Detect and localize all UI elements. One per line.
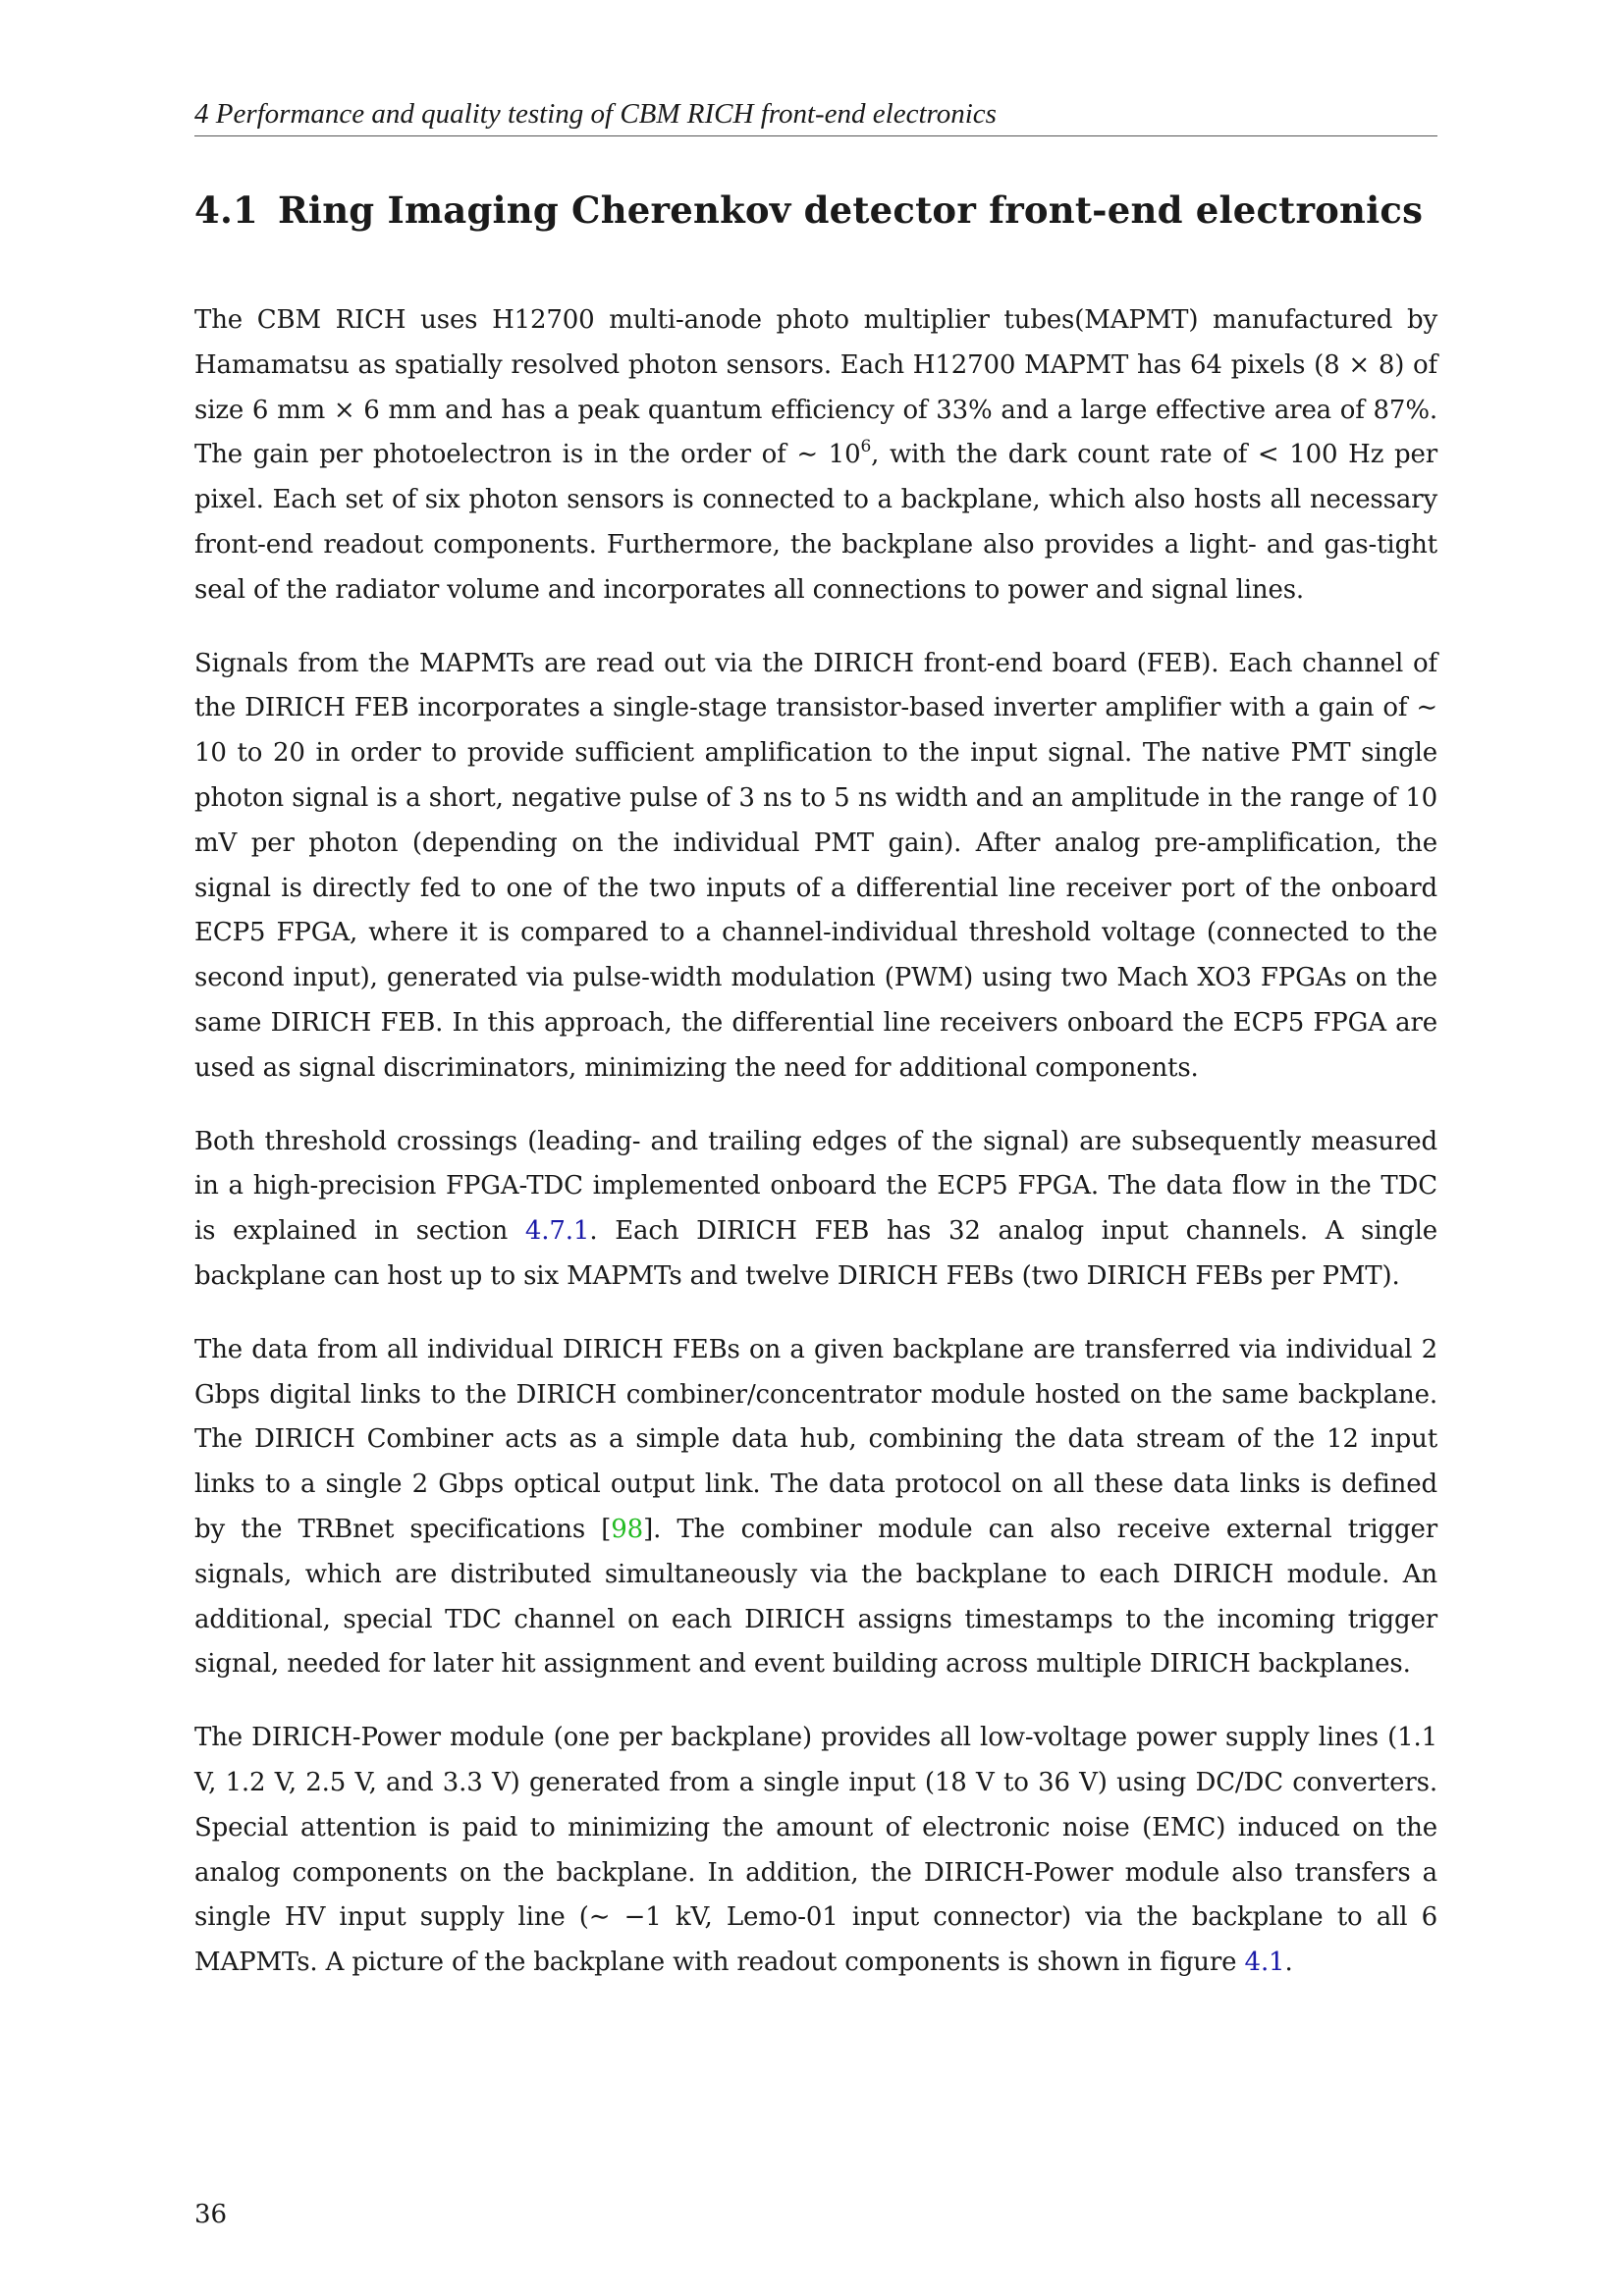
paragraph-3-text-a: Both threshold crossings (leading- and trailing edges of the signal) are subsequently measured in a high-precision FPGA-TDC implemented onboard the ECP5 FPGA. The data flow in the TDC is explained in section bbox=[194, 1126, 1437, 1247]
section-title-text: Ring Imaging Cherenkov detector front-end electronics bbox=[277, 188, 1424, 232]
paragraph-4 bbox=[194, 1328, 1437, 1687]
superscript-exponent: 6 bbox=[860, 437, 872, 457]
paragraph-2: Signals from the MAPMTs are read out via the DIRICH front-end board (FEB). Each channel of the DIRICH FEB incorporates a single-stage transistor-based inverter amplifier with a gain of ∼ 10 to 20 in order to provide sufficient amplification to the input signal. The native PMT single photon signal is a short, negative pulse of 3 ns to 5 ns width and an amplitude in the range of 10 mV per photon (depending on the individual PMT gain). After analog pre-amplification, the signal is directly fed to one of the two inputs of a differential line receiver port of the onboard ECP5 FPGA, where it is compared to a channel-individual threshold voltage (connected to the second input), generated via pulse-width modulation (PWM) using two Mach XO3 FPGAs on the same DIRICH FEB. In this approach, the differential line receivers onboard the ECP5 FPGA are used as signal discriminators, minimizing the need for additional components. bbox=[194, 648, 1437, 1083]
section-reference-link[interactable]: 4.7.1 bbox=[524, 1216, 590, 1247]
paragraph-1 bbox=[194, 298, 1437, 614]
paragraph-4-text-b: ]. The combiner module can also receive external trigger signals, which are distributed simultaneously via the backplane to each DIRICH module. An additional, special TDC channel on each DIRICH assigns timestamps to the incoming trigger signal, needed for later hit assignment and event building across multiple DIRICH backplanes. bbox=[194, 1514, 1437, 1680]
section-title bbox=[194, 183, 1437, 238]
running-header bbox=[194, 94, 1437, 136]
paragraph-1-text-a: The CBM RICH uses H12700 multi-anode photo multiplier tubes(MAPMT) manufactured by Hamamatsu as spatially resolved photon sensors. Each H12700 MAPMT has 64 pixels (8 × 8) of size 6 mm × 6 mm and has a peak quantum efficiency of 33% and a large effective area of 87%. The gain per photoelectron is in the order of ∼ 10 bbox=[194, 305, 1437, 470]
running-header-title: 4 Performance and quality testing of CBM RICH front-end electronics bbox=[194, 98, 997, 130]
paragraph-5-text-a: The DIRICH-Power module (one per backplane) provides all low-voltage power supply lines (1.1 V, 1.2 V, 2.5 V, and 3.3 V) generated from a single input (18 V to 36 V) using DC/DC converters. Special attention is paid to minimizing the amount of electronic noise (EMC) induced on the analog components on the backplane. In addition, the DIRICH-Power module also transfers a single HV input supply line (∼ −1 kV, Lemo-01 input connector) via the backplane to all 6 MAPMTs. A picture of the backplane with readout components is shown in figure bbox=[194, 1723, 1437, 1978]
body-text bbox=[194, 298, 1437, 2014]
section-number: 4.1 bbox=[194, 188, 258, 232]
paragraph-3-text-b: . Each DIRICH FEB has 32 analog input channels. A single backplane can host up to six MAPMTs and twelve DIRICH FEBs (two DIRICH FEBs per PMT). bbox=[194, 1216, 1437, 1291]
page-number: 36 bbox=[194, 2200, 228, 2229]
figure-reference-link[interactable]: 4.1 bbox=[1244, 1948, 1285, 1978]
paragraph-5-text-b: . bbox=[1284, 1948, 1293, 1978]
paragraph-1-text-b: , with the dark count rate of < 100 Hz per pixel. Each set of six photon sensors is connected to a backplane, which also hosts all necessary front-end readout components. Furthermore, the backplane also provides a light- and gas-tight seal of the radiator volume and incorporates all connections to power and signal lines. bbox=[194, 440, 1437, 605]
paragraph-3 bbox=[194, 1120, 1437, 1300]
paragraph-4-text-a: The data from all individual DIRICH FEBs on a given backplane are transferred via individual 2 Gbps digital links to the DIRICH combiner/concentrator module hosted on the same backplane. The DIRICH Combiner acts as a simple data hub, combining the data stream of the 12 input links to a single 2 Gbps optical output link. The data protocol on all these data links is defined by the TRBnet specifications [ bbox=[194, 1334, 1437, 1544]
citation-link[interactable]: 98 bbox=[611, 1514, 644, 1544]
paragraph-5 bbox=[194, 1716, 1437, 1986]
